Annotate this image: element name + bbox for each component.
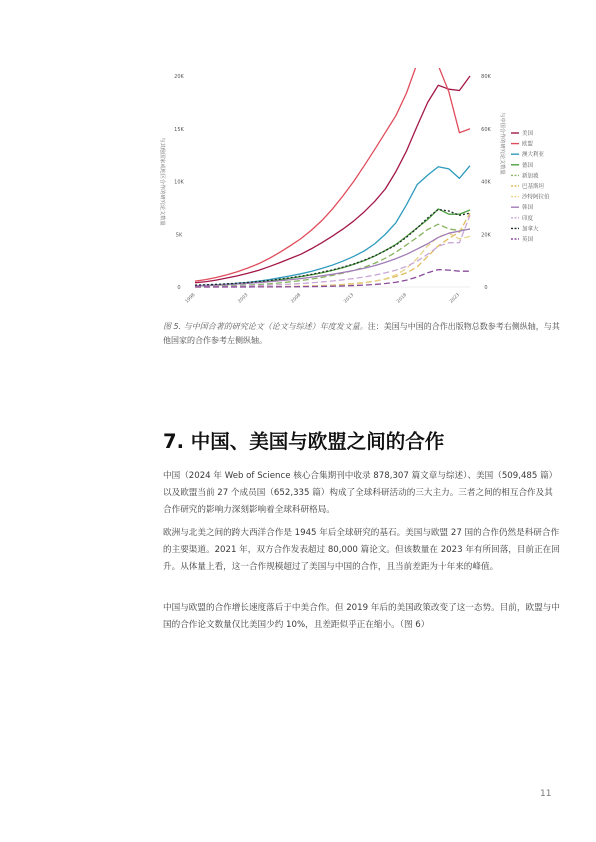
legend-label: 加拿大 xyxy=(522,226,539,233)
x-tick-label: 2018 xyxy=(396,292,408,305)
page-number: 11 xyxy=(540,789,552,799)
left-axis-title: 与其他国家或地区合作的研究论文数量 xyxy=(159,137,165,226)
legend-label: 英国 xyxy=(522,237,534,243)
x-tick-label: 1998 xyxy=(184,292,197,305)
figure-caption xyxy=(163,320,563,348)
figure-note: 注：美国与中国的合作出版物总数参考右侧纵轴，与其他国家的合作参考左侧纵轴。 xyxy=(163,322,560,345)
right-tick-label: 20K xyxy=(481,232,491,239)
paragraph-1: 中国（2024 年 Web of Science 核心合集期刊中收录 878,307 篇文章与综述）、美国（509,485 篇）以及欧盟当前 27 个成员国（652,335 篇）构成了全球科研活动的三大主力。三者之间的相互合作及其合作研究的影响力深刻影响着全球科研格局。 xyxy=(163,471,558,515)
series-line xyxy=(195,76,470,283)
legend-label: 新加坡 xyxy=(522,173,539,180)
left-tick-label: 0 xyxy=(177,285,181,291)
paragraph-2: 欧洲与北美之间的跨大西洋合作是 1945 年后全球研究的基石。美国与欧盟 27 国的合作仍然是科研合作的主要渠道。2021 年，双方合作发表超过 80,000 篇论文。但该数量在 2023 年有所回落，目前正在回升。从体量上看，这一合作规模超过了美国与中国的合作，且当前差距为十年来的峰值。 xyxy=(163,528,560,572)
left-tick-label: 5K xyxy=(175,232,183,239)
series-line xyxy=(195,233,470,287)
left-tick-label: 20K xyxy=(174,74,184,80)
series-line xyxy=(195,229,470,286)
right-tick-label: 40K xyxy=(481,179,491,186)
right-axis-title: 与中国合作的研究论文数量 xyxy=(499,112,505,175)
left-tick-label: 15K xyxy=(174,126,184,133)
series-line xyxy=(195,224,470,286)
legend-label: 巴基斯坦 xyxy=(522,184,545,190)
right-tick-label: 80K xyxy=(481,74,491,80)
x-tick-label: 2008 xyxy=(290,292,303,305)
right-tick-label: 0 xyxy=(484,285,488,291)
legend-label: 韩国 xyxy=(522,205,534,212)
legend-label: 欧盟 xyxy=(522,141,534,148)
series-line xyxy=(195,166,470,286)
legend-label: 澳大利亚 xyxy=(522,152,545,159)
legend-label: 美国 xyxy=(522,131,534,137)
legend-label: 印度 xyxy=(522,215,534,222)
figure-label: 图 5. 与中国合著的研究论文（论文与综述）年度发文量。 xyxy=(163,322,368,331)
legend-label: 德国 xyxy=(522,162,534,169)
legend-label: 沙特阿拉伯 xyxy=(522,194,550,201)
x-tick-label: 2003 xyxy=(237,292,250,305)
collaboration-line-chart xyxy=(155,68,565,318)
right-tick-label: 60K xyxy=(481,126,491,133)
x-tick-label: 2023 xyxy=(449,292,461,305)
paragraph-3: 中国与欧盟的合作增长速度落后于中美合作。但 2019 年后的美国政策改变了这一态势。目前，欧盟与中国的合作论文数量仅比美国少约 10%，且差距似乎正在缩小。（图 6） xyxy=(163,603,560,630)
section-heading: 7. 中国、美国与欧盟之间的合作 xyxy=(163,430,445,453)
x-tick-label: 2013 xyxy=(343,292,356,305)
left-tick-label: 10K xyxy=(174,179,184,186)
